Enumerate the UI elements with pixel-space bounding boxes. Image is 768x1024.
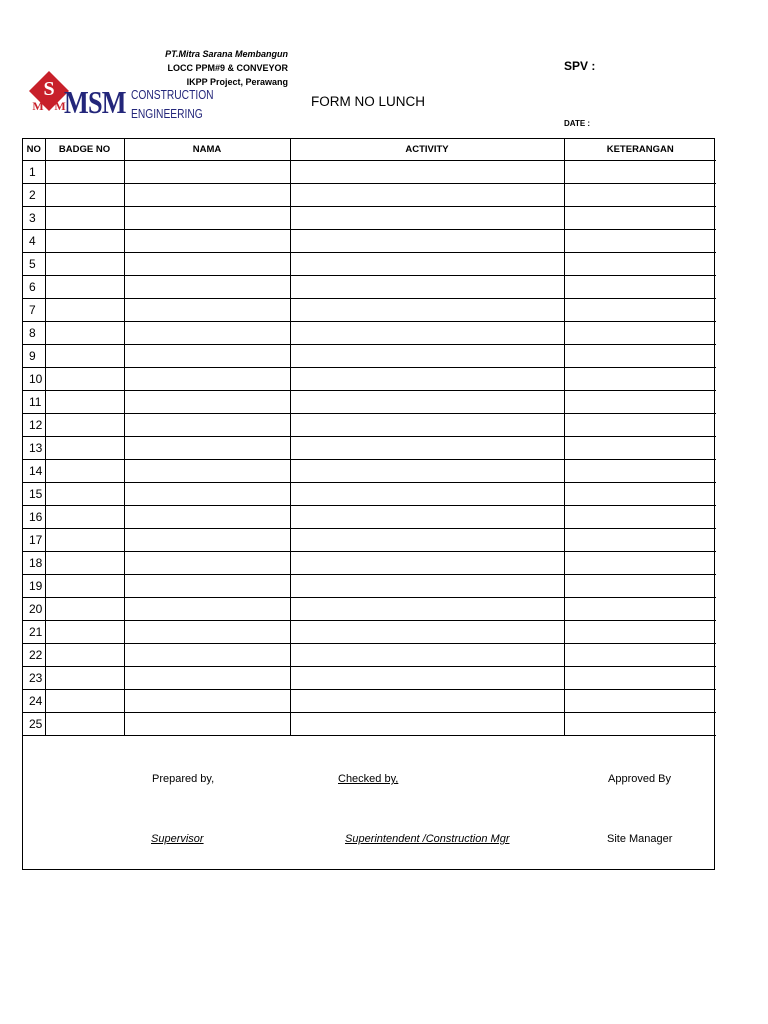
table-row xyxy=(23,690,716,713)
badge-no-cell[interactable] xyxy=(45,667,124,690)
nama-cell[interactable] xyxy=(124,621,290,644)
keterangan-cell[interactable] xyxy=(564,184,716,207)
badge-no-cell[interactable] xyxy=(45,299,124,322)
badge-no-cell[interactable] xyxy=(45,345,124,368)
keterangan-cell[interactable] xyxy=(564,621,716,644)
badge-no-cell[interactable] xyxy=(45,253,124,276)
table-row xyxy=(23,460,716,483)
nama-cell[interactable] xyxy=(124,276,290,299)
table-row xyxy=(23,598,716,621)
supervisor-label: Supervisor xyxy=(151,833,204,845)
header-keterangan: KETERANGAN xyxy=(564,139,716,161)
keterangan-cell[interactable] xyxy=(564,230,716,253)
logo-letter-s: S xyxy=(43,78,55,100)
checked-by-label: Checked by, xyxy=(338,773,399,785)
badge-no-cell[interactable] xyxy=(45,598,124,621)
row-no: 19 xyxy=(23,575,45,598)
keterangan-cell[interactable] xyxy=(564,598,716,621)
nama-cell[interactable] xyxy=(124,437,290,460)
nama-cell[interactable] xyxy=(124,368,290,391)
row-no: 3 xyxy=(23,207,45,230)
keterangan-cell[interactable] xyxy=(564,437,716,460)
activity-cell[interactable] xyxy=(290,368,564,391)
row-no: 14 xyxy=(23,460,45,483)
table-row xyxy=(23,322,716,345)
table-row xyxy=(23,529,716,552)
project-line: LOCC PPM#9 & CONVEYOR xyxy=(167,63,288,73)
table-row xyxy=(23,437,716,460)
badge-no-cell[interactable] xyxy=(45,391,124,414)
nama-cell[interactable] xyxy=(124,184,290,207)
header-no: NO xyxy=(23,139,45,161)
row-no: 11 xyxy=(23,391,45,414)
activity-cell[interactable] xyxy=(290,207,564,230)
site-manager-label: Site Manager xyxy=(607,833,673,845)
activity-cell[interactable] xyxy=(290,253,564,276)
nama-cell[interactable] xyxy=(124,667,290,690)
row-no: 9 xyxy=(23,345,45,368)
keterangan-cell[interactable] xyxy=(564,575,716,598)
table-row xyxy=(23,667,716,690)
table-row xyxy=(23,345,716,368)
badge-no-cell[interactable] xyxy=(45,368,124,391)
row-no: 18 xyxy=(23,552,45,575)
nama-cell[interactable] xyxy=(124,161,290,184)
row-no: 23 xyxy=(23,667,45,690)
activity-cell[interactable] xyxy=(290,184,564,207)
superintendent-label: Superintendent /Construction Mgr xyxy=(345,833,510,845)
company-logo xyxy=(24,70,214,138)
activity-cell[interactable] xyxy=(290,414,564,437)
row-no: 2 xyxy=(23,184,45,207)
activity-cell[interactable] xyxy=(290,621,564,644)
keterangan-cell[interactable] xyxy=(564,276,716,299)
row-no: 15 xyxy=(23,483,45,506)
row-no: 10 xyxy=(23,368,45,391)
logo-letter-m-right: M xyxy=(54,99,66,112)
nama-cell[interactable] xyxy=(124,299,290,322)
table-row xyxy=(23,575,716,598)
header-badge-no: BADGE NO xyxy=(45,139,124,161)
row-no: 5 xyxy=(23,253,45,276)
logo-brand: MSM xyxy=(64,84,126,120)
keterangan-cell[interactable] xyxy=(564,506,716,529)
table-row xyxy=(23,506,716,529)
table-row xyxy=(23,552,716,575)
no-lunch-table xyxy=(23,139,716,736)
activity-cell[interactable] xyxy=(290,644,564,667)
row-no: 8 xyxy=(23,322,45,345)
activity-cell[interactable] xyxy=(290,529,564,552)
keterangan-cell[interactable] xyxy=(564,529,716,552)
row-no: 16 xyxy=(23,506,45,529)
activity-cell[interactable] xyxy=(290,713,564,736)
keterangan-cell[interactable] xyxy=(564,299,716,322)
row-no: 24 xyxy=(23,690,45,713)
activity-cell[interactable] xyxy=(290,598,564,621)
keterangan-cell[interactable] xyxy=(564,322,716,345)
company-name: PT.Mitra Sarana Membangun xyxy=(165,49,288,59)
form-title: FORM NO LUNCH xyxy=(311,94,425,109)
table-row xyxy=(23,414,716,437)
logo-line-engineering: ENGINEERING xyxy=(131,107,203,121)
table-row xyxy=(23,299,716,322)
activity-cell[interactable] xyxy=(290,276,564,299)
nama-cell[interactable] xyxy=(124,391,290,414)
row-no: 4 xyxy=(23,230,45,253)
activity-cell[interactable] xyxy=(290,437,564,460)
row-no: 12 xyxy=(23,414,45,437)
location-line: IKPP Project, Perawang xyxy=(186,77,288,87)
activity-cell[interactable] xyxy=(290,690,564,713)
keterangan-cell[interactable] xyxy=(564,391,716,414)
badge-no-cell[interactable] xyxy=(45,575,124,598)
badge-no-cell[interactable] xyxy=(45,414,124,437)
spv-label: SPV : xyxy=(564,59,596,73)
row-no: 22 xyxy=(23,644,45,667)
nama-cell[interactable] xyxy=(124,414,290,437)
activity-cell[interactable] xyxy=(290,299,564,322)
nama-cell[interactable] xyxy=(124,207,290,230)
header-activity: ACTIVITY xyxy=(290,139,564,161)
badge-no-cell[interactable] xyxy=(45,529,124,552)
keterangan-cell[interactable] xyxy=(564,644,716,667)
activity-cell[interactable] xyxy=(290,345,564,368)
keterangan-cell[interactable] xyxy=(564,667,716,690)
badge-no-cell[interactable] xyxy=(45,184,124,207)
nama-cell[interactable] xyxy=(124,713,290,736)
badge-no-cell[interactable] xyxy=(45,713,124,736)
table-row xyxy=(23,161,716,184)
logo-letter-m-left: M xyxy=(32,99,44,112)
nama-cell[interactable] xyxy=(124,322,290,345)
badge-no-cell[interactable] xyxy=(45,483,124,506)
badge-no-cell[interactable] xyxy=(45,161,124,184)
keterangan-cell[interactable] xyxy=(564,253,716,276)
table-row xyxy=(23,644,716,667)
keterangan-cell[interactable] xyxy=(564,690,716,713)
badge-no-cell[interactable] xyxy=(45,506,124,529)
badge-no-cell[interactable] xyxy=(45,690,124,713)
row-no: 6 xyxy=(23,276,45,299)
activity-cell[interactable] xyxy=(290,230,564,253)
row-no: 1 xyxy=(23,161,45,184)
activity-cell[interactable] xyxy=(290,506,564,529)
keterangan-cell[interactable] xyxy=(564,460,716,483)
table-row xyxy=(23,276,716,299)
row-no: 21 xyxy=(23,621,45,644)
table-row xyxy=(23,368,716,391)
table-row xyxy=(23,184,716,207)
activity-cell[interactable] xyxy=(290,483,564,506)
badge-no-cell[interactable] xyxy=(45,460,124,483)
table-row xyxy=(23,230,716,253)
date-label: DATE : xyxy=(564,119,591,128)
activity-cell[interactable] xyxy=(290,667,564,690)
logo-line-construction: CONSTRUCTION xyxy=(131,88,214,102)
nama-cell[interactable] xyxy=(124,460,290,483)
table-row xyxy=(23,207,716,230)
keterangan-cell[interactable] xyxy=(564,207,716,230)
activity-cell[interactable] xyxy=(290,391,564,414)
form-sheet xyxy=(22,138,715,870)
row-no: 17 xyxy=(23,529,45,552)
badge-no-cell[interactable] xyxy=(45,230,124,253)
activity-cell[interactable] xyxy=(290,322,564,345)
keterangan-cell[interactable] xyxy=(564,483,716,506)
badge-no-cell[interactable] xyxy=(45,552,124,575)
badge-no-cell[interactable] xyxy=(45,621,124,644)
keterangan-cell[interactable] xyxy=(564,161,716,184)
prepared-by-label: Prepared by, xyxy=(152,773,215,785)
keterangan-cell[interactable] xyxy=(564,713,716,736)
nama-cell[interactable] xyxy=(124,230,290,253)
keterangan-cell[interactable] xyxy=(564,345,716,368)
badge-no-cell[interactable] xyxy=(45,437,124,460)
activity-cell[interactable] xyxy=(290,161,564,184)
table-row xyxy=(23,483,716,506)
nama-cell[interactable] xyxy=(124,575,290,598)
activity-cell[interactable] xyxy=(290,552,564,575)
table-row xyxy=(23,713,716,736)
approved-by-label: Approved By xyxy=(608,773,671,785)
activity-cell[interactable] xyxy=(290,575,564,598)
activity-cell[interactable] xyxy=(290,460,564,483)
nama-cell[interactable] xyxy=(124,598,290,621)
nama-cell[interactable] xyxy=(124,529,290,552)
badge-no-cell[interactable] xyxy=(45,276,124,299)
nama-cell[interactable] xyxy=(124,644,290,667)
keterangan-cell[interactable] xyxy=(564,552,716,575)
table-row xyxy=(23,621,716,644)
table-row xyxy=(23,253,716,276)
row-no: 13 xyxy=(23,437,45,460)
row-no: 25 xyxy=(23,713,45,736)
nama-cell[interactable] xyxy=(124,345,290,368)
row-no: 7 xyxy=(23,299,45,322)
badge-no-cell[interactable] xyxy=(45,644,124,667)
keterangan-cell[interactable] xyxy=(564,414,716,437)
nama-cell[interactable] xyxy=(124,506,290,529)
row-no: 20 xyxy=(23,598,45,621)
badge-no-cell[interactable] xyxy=(45,207,124,230)
table-header-row xyxy=(23,139,716,161)
nama-cell[interactable] xyxy=(124,253,290,276)
keterangan-cell[interactable] xyxy=(564,368,716,391)
nama-cell[interactable] xyxy=(124,690,290,713)
nama-cell[interactable] xyxy=(124,552,290,575)
badge-no-cell[interactable] xyxy=(45,322,124,345)
table-row xyxy=(23,391,716,414)
header-nama: NAMA xyxy=(124,139,290,161)
nama-cell[interactable] xyxy=(124,483,290,506)
